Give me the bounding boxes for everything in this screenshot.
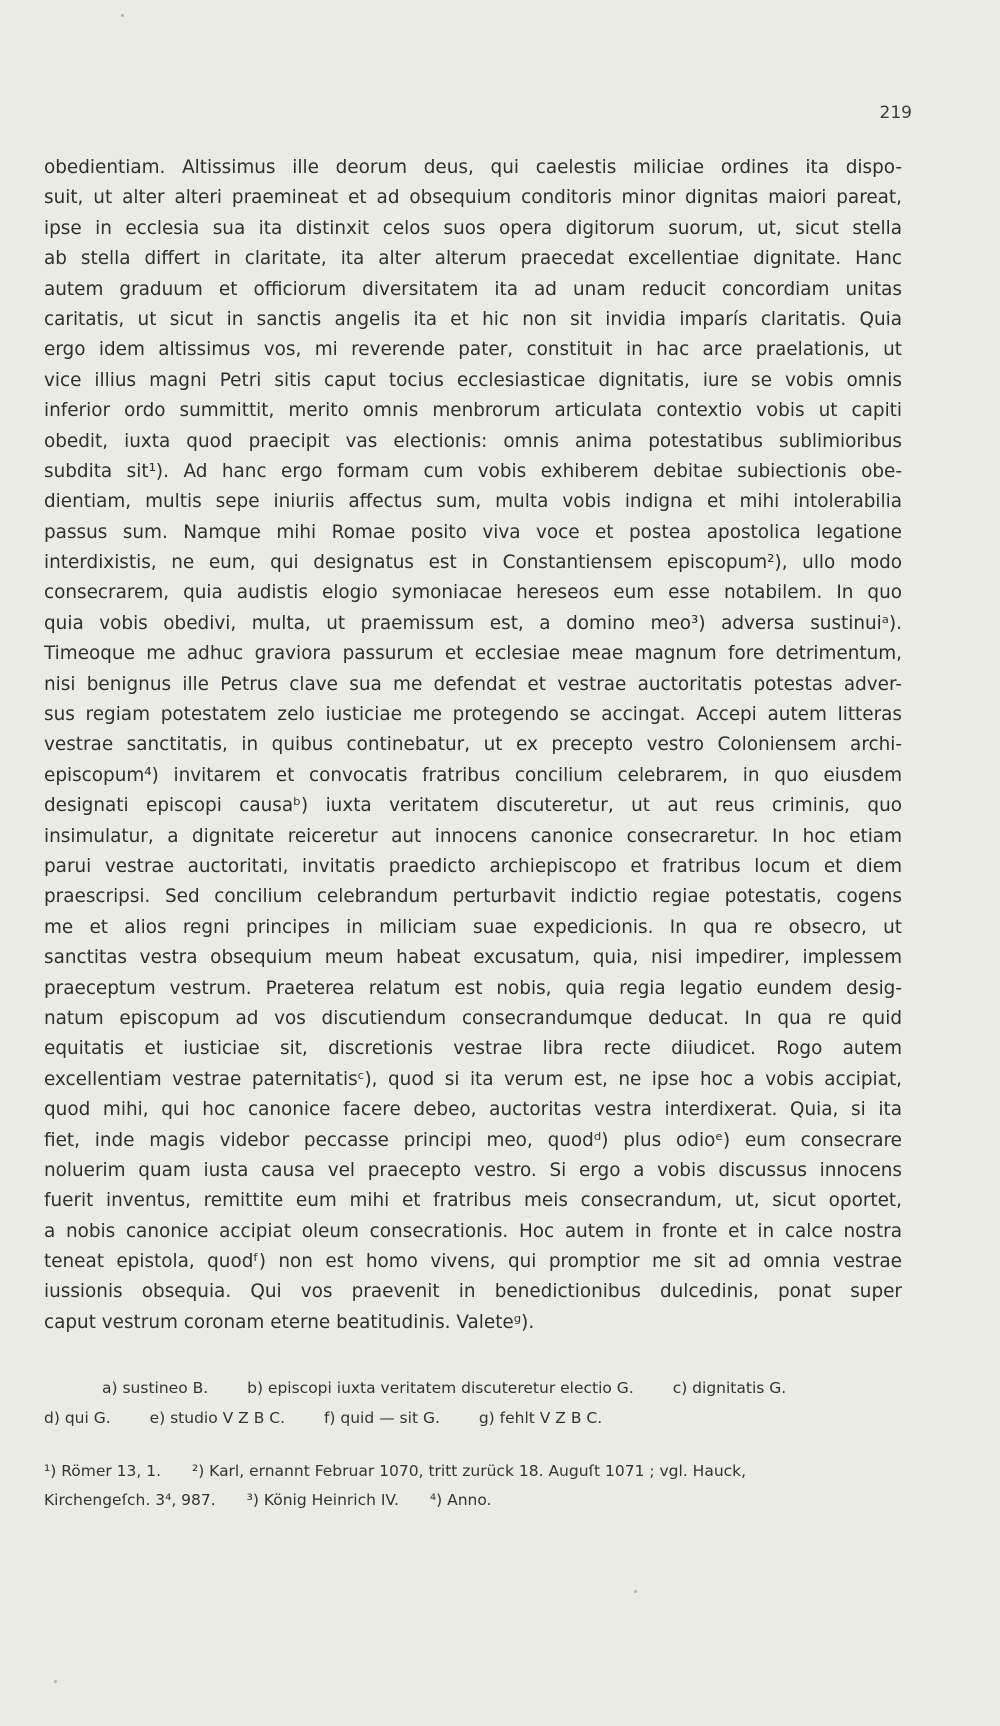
apparatus-line [44,1373,902,1403]
text-line: ab stella differt in claritate, ita alter alterum praecedat excellentiae dignitate. Hanc [44,248,902,270]
apparatus-line [44,1403,902,1433]
text-line: equitatis et iusticiae sit, discretionis vestrae libra recte diiudicet. Rogo autem [44,1038,902,1060]
text-line: episcopum⁴) invitarem et convocatis fratribus concilium celebrarem, in quo eiusdem [44,764,902,786]
text-line: praeceptum vestrum. Praeterea relatum est nobis, quia regia legatio eundem desig- [44,977,902,999]
text-line: insimulatur, a dignitate reiceretur aut innocens canonice consecraretur. In hoc etiam [44,825,902,847]
text-line: fuerit inventus, remittite eum mihi et fratribus meis consecrandum, ut, sicut oportet, [44,1190,902,1212]
text-line: vice illius magni Petri sitis caput tocius ecclesiasticae dignitatis, iure se vobis omnis [44,369,902,391]
text-line: quod mihi, qui hoc canonice facere debeo, auctoritas vestra interdixerat. Quia, si ita [44,1099,902,1121]
variant-note: d) qui G. [44,1409,111,1427]
text-line: caput vestrum coronam eterne beatitudinis. Valeteᵍ). [44,1311,535,1333]
text-line: obedientiam. Altissimus ille deorum deus, qui caelestis miliciae ordines ita dispo- [44,157,902,178]
footnote-line [44,1486,902,1515]
text-line: inferior ordo summittit, merito omnis menbrorum articulata contextio vobis ut capiti [44,400,902,422]
text-line: vestrae sanctitatis, in quibus continebatur, ut ex precepto vestro Coloniensem archi- [44,734,902,756]
variant-note: b) episcopi iuxta veritatem discuteretur electio G. [247,1379,634,1397]
variant-note: f) quid — sit G. [323,1409,440,1427]
text-line: me et alios regni principes in miliciam suae expedicionis. In qua re obsecro, ut [44,916,902,938]
text-line: designati episcopi causaᵇ) iuxta veritatem discuteretur, ut aut reus criminis, quo [44,795,902,817]
text-line: passus sum. Namque mihi Romae posito viva voce et postea apostolica legatione [44,521,902,543]
text-line: parui vestrae auctoritati, invitatis praedicto archiepiscopo et fratribus locum et diem [44,855,902,877]
text-line: sus regiam potestatem zelo iusticiae me protegendo se accingat. Accepi autem litteras [44,704,902,726]
footnote: ²) Karl, ernannt Februar 1070, tritt zurück 18. Auguſt 1071 ; vgl. Hauck, [191,1462,747,1480]
text-line: praescripsi. Sed concilium celebrandum perturbavit indictio regiae potestatis, cogens [44,886,902,908]
text-line: nisi benignus ille Petrus clave sua me defendat et vestrae auctoritatis potestas adver- [44,673,902,695]
text-line: a nobis canonice accipiat oleum consecrationis. Hoc autem in fronte et in calce nostra [44,1220,902,1242]
text-line: consecrarem, quia audistis elogio symoniacae hereseos eum esse notabilem. In quo [44,582,902,604]
text-line: teneat epistola, quodᶠ) non est homo vivens, qui promptior me sit ad omnia vestrae [44,1251,902,1273]
footnote: ⁴) Anno. [429,1491,492,1509]
page-number: 219 [879,103,912,123]
text-line: caritatis, ut sicut in sanctis angelis ita et hic non sit invidia imparís claritatis. Quia [44,308,902,330]
paper-speck [54,1680,57,1683]
text-line: ergo idem altissimus vos, mi reverende pater, constituit in hac arce praelationis, ut [44,339,902,361]
paper-speck [634,1590,637,1593]
text-line: natum episcopum ad vos discutiendum consecrandumque deducat. In qua re quid [44,1007,902,1029]
critical-apparatus [44,1373,902,1433]
text-line: Timeoque me adhuc graviora passurum et ecclesiae meae magnum fore detrimentum, [44,643,902,665]
main-text [44,153,902,1338]
text-line: subdita sit¹). Ad hanc ergo formam cum vobis exhiberem debitae subiectionis obe- [44,460,902,482]
text-line: quia vobis obedivi, multa, ut praemissum est, a domino meo³) adversa sustinuiᵃ). [44,612,902,634]
variant-note: a) sustineo B. [102,1379,209,1397]
text-line: suit, ut alter alteri praemineat et ad obsequium conditoris minor dignitas maiori pareat, [44,187,902,209]
footnote-line [44,1457,902,1486]
text-line: autem graduum et officiorum diversitatem ita ad unam reducit concordiam unitas [44,278,902,300]
text-line: sanctitas vestra obsequium meum habeat excusatum, quia, nisi impedirer, implessem [44,947,902,969]
footnote: Kirchengeſch. 3⁴, 987. [44,1491,216,1509]
text-line: iussionis obsequia. Qui vos praevenit in benedictionibus dulcedinis, ponat super [44,1281,902,1303]
footnote: ¹) Römer 13, 1. [44,1462,162,1480]
text-line: interdixistis, ne eum, qui designatus est in Constantiensem episcopum²), ullo modo [44,552,902,574]
variant-note: e) studio V Z B C. [149,1409,286,1427]
text-line: fiet, inde magis videbor peccasse principi meo, quodᵈ) plus odioᵉ) eum consecrare [44,1129,902,1151]
variant-note: g) fehlt V Z B C. [478,1409,603,1427]
text-line: obedit, iuxta quod praecipit vas electionis: omnis anima potestatibus sublimioribus [44,430,902,452]
paper-speck [121,14,124,17]
text-line: noluerim quam iusta causa vel praecepto vestro. Si ergo a vobis discussus innocens [44,1159,902,1181]
text-line: dientiam, multis sepe iniuriis affectus sum, multa vobis indigna et mihi intolerabilia [44,491,902,513]
text-line: ipse in ecclesia sua ita distinxit celos suos opera digitorum suorum, ut, sicut stella [44,217,902,239]
footnotes [44,1457,902,1515]
text-line: excellentiam vestrae paternitatisᶜ), quod si ita verum est, ne ipse hoc a vobis accipiat, [44,1068,902,1090]
variant-note: c) dignitatis G. [672,1379,787,1397]
footnote: ³) König Heinrich IV. [246,1491,399,1509]
